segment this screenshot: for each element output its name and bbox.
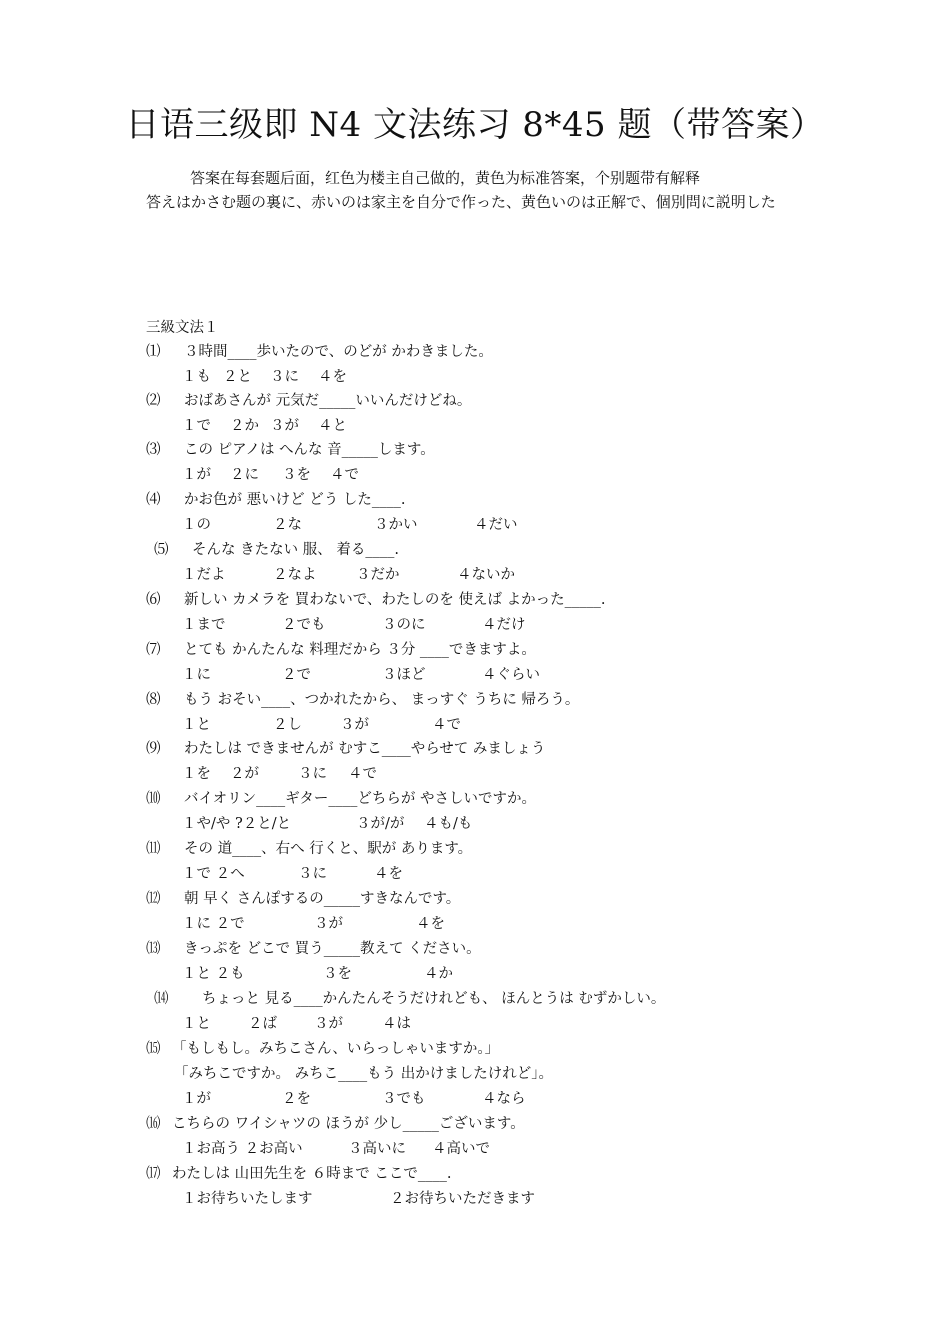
question-text: わたしは 山田先生を ６時まで ここで____. xyxy=(172,1166,452,1182)
option: ４を xyxy=(416,916,445,932)
question-stem xyxy=(146,688,579,712)
question-number: ⒀ xyxy=(146,941,161,957)
option: １が xyxy=(182,467,211,483)
option: ３のに xyxy=(382,617,426,633)
question-stem xyxy=(146,438,435,462)
option: ３が xyxy=(314,1016,343,1032)
question-number: ⒃ xyxy=(146,1116,161,1132)
question-stem xyxy=(154,538,399,562)
option: ３を xyxy=(282,467,311,483)
option: １を xyxy=(182,766,211,782)
question-stem xyxy=(146,1037,499,1061)
question-stem xyxy=(146,937,481,961)
question-text: 朝 早く さんぽするの_____すきなんです。 xyxy=(184,891,461,907)
question-text: とても かんたんな 料理だから ３分 ____できますよ。 xyxy=(184,642,536,658)
question-text: おばあさんが 元気だ_____いいんだけどね。 xyxy=(184,393,472,409)
question-stem xyxy=(146,1162,451,1186)
option: ３を xyxy=(323,966,352,982)
option: ２お待ちいただきます xyxy=(390,1191,535,1207)
option: ４なら xyxy=(482,1091,526,1107)
question-stem xyxy=(146,787,536,811)
option: ４だい xyxy=(474,517,518,533)
section-title: 三級文法１ xyxy=(146,320,219,336)
question-text-line-2: 「みちこですか。 みちこ____もう 出かけましたけれど」。 xyxy=(174,1066,553,1082)
question-text: もう おそい____、つかれたから、 まっすぐ うちに 帰ろう。 xyxy=(184,692,580,708)
question-number: ⒄ xyxy=(146,1166,161,1182)
question-stem xyxy=(146,737,545,761)
option: ４か xyxy=(424,966,453,982)
option: ２で xyxy=(282,667,311,683)
option: ４ないか xyxy=(457,567,515,583)
option: １や/や ?２と/と xyxy=(182,816,292,832)
question-number: ⑺ xyxy=(146,642,161,658)
question-text: こちらの ワイシャツの ほうが 少し_____ございます。 xyxy=(172,1116,525,1132)
option: １と xyxy=(182,717,211,733)
question-number: ⑴ xyxy=(146,344,161,360)
option: ４で xyxy=(348,766,377,782)
question-text: 新しい カメラを 買わないで、わたしのを 使えば よかった_____. xyxy=(184,592,606,608)
question-number: ⑵ xyxy=(146,393,161,409)
option: ３が/が xyxy=(356,816,405,832)
question-stem xyxy=(146,638,536,662)
option: ３ほど xyxy=(382,667,426,683)
intro-line-1: 答案在每套题后面，红色为楼主自己做的，黄色为标准答案，个别题带有解释 xyxy=(190,169,701,187)
page-title: 日语三级即 N4 文法练习 8*45 题（带答案） xyxy=(125,105,825,145)
option: １お高う ２お高い xyxy=(182,1141,303,1157)
option: ４だけ xyxy=(482,617,526,633)
option: ３でも xyxy=(382,1091,426,1107)
intro-line-2: 答えはかさむ题の裏に、赤いのは家主を自分で作った、黄色いのは正解で、個別問に説明した xyxy=(146,193,776,211)
option: ３に xyxy=(270,369,299,385)
question-text: この ピアノは へんな 音_____します。 xyxy=(184,442,435,458)
option: ２でも xyxy=(282,617,326,633)
option: １で xyxy=(182,418,211,434)
option: ３かい xyxy=(374,517,418,533)
option: ３に xyxy=(298,866,327,882)
question-number: ⒂ xyxy=(146,1041,161,1057)
option: ３が xyxy=(314,916,343,932)
option: １だよ xyxy=(182,567,226,583)
option: １も xyxy=(182,369,211,385)
option: ３だか xyxy=(356,567,400,583)
question-stem xyxy=(146,488,405,512)
option: ２が xyxy=(230,766,259,782)
question-stem xyxy=(146,340,493,364)
question-number: ⑹ xyxy=(146,592,161,608)
question-stem xyxy=(154,987,665,1011)
option: ４高いで xyxy=(432,1141,490,1157)
option: ２し xyxy=(273,717,302,733)
question-stem xyxy=(146,837,472,861)
option: ２な xyxy=(273,517,302,533)
option: ４で xyxy=(330,467,359,483)
question-text: わたしは できませんが むすこ____やらせて みましょう xyxy=(184,741,546,757)
option: １に xyxy=(182,667,211,683)
option: １に ２で xyxy=(182,916,245,932)
option: １と ２も xyxy=(182,966,245,982)
option: ４で xyxy=(432,717,461,733)
question-number: ⑾ xyxy=(146,841,161,857)
question-stem xyxy=(146,588,606,612)
question-text: その 道____、右へ 行くと、駅が あります。 xyxy=(184,841,473,857)
option: ２に xyxy=(230,467,259,483)
option: ３が xyxy=(340,717,369,733)
question-number: ⑼ xyxy=(146,741,161,757)
option: ３に xyxy=(298,766,327,782)
option: ４と xyxy=(318,418,347,434)
option: ４を xyxy=(374,866,403,882)
option: １が xyxy=(182,1091,211,1107)
question-stem xyxy=(146,1112,525,1136)
option: ２なよ xyxy=(273,567,317,583)
question-text: ３時間____歩いたので、のどが かわきました。 xyxy=(184,344,493,360)
option: ４も/も xyxy=(424,816,473,832)
option: １の xyxy=(182,517,211,533)
option: １お待ちいたします xyxy=(182,1191,313,1207)
question-text: そんな きたない 服、 着る____. xyxy=(192,542,399,558)
option: １で ２へ xyxy=(182,866,245,882)
question-stem xyxy=(146,389,471,413)
question-number: ⑶ xyxy=(146,442,161,458)
option: ３高いに xyxy=(348,1141,406,1157)
question-text: 「もしもし。みちこさん、いらっしゃいますか。」 xyxy=(172,1041,500,1057)
question-stem xyxy=(146,887,460,911)
question-text: きっぷを どこで 買う_____教えて ください。 xyxy=(184,941,481,957)
option: ４を xyxy=(318,369,347,385)
question-text: バイオリン____ギター____どちらが やさしいですか。 xyxy=(184,791,537,807)
option: ２を xyxy=(282,1091,311,1107)
question-number: ⑿ xyxy=(146,891,161,907)
question-number: ⒁ xyxy=(154,991,169,1007)
question-number: ⑻ xyxy=(146,692,161,708)
option: １と xyxy=(182,1016,211,1032)
question-text: かお色が 悪いけど どう した____. xyxy=(184,492,406,508)
question-number: ⑷ xyxy=(146,492,161,508)
question-text: ちょっと 見る____かんたんそうだけれども、 ほんとうは むずかしい。 xyxy=(202,991,666,1007)
option: ４ぐらい xyxy=(482,667,540,683)
question-number: ⑸ xyxy=(154,542,169,558)
option: ２ば xyxy=(248,1016,277,1032)
question-number: ⑽ xyxy=(146,791,161,807)
option: ２と xyxy=(223,369,252,385)
option: ２か xyxy=(230,418,259,434)
option: １まで xyxy=(182,617,226,633)
option: ４は xyxy=(382,1016,411,1032)
option: ３が xyxy=(270,418,299,434)
